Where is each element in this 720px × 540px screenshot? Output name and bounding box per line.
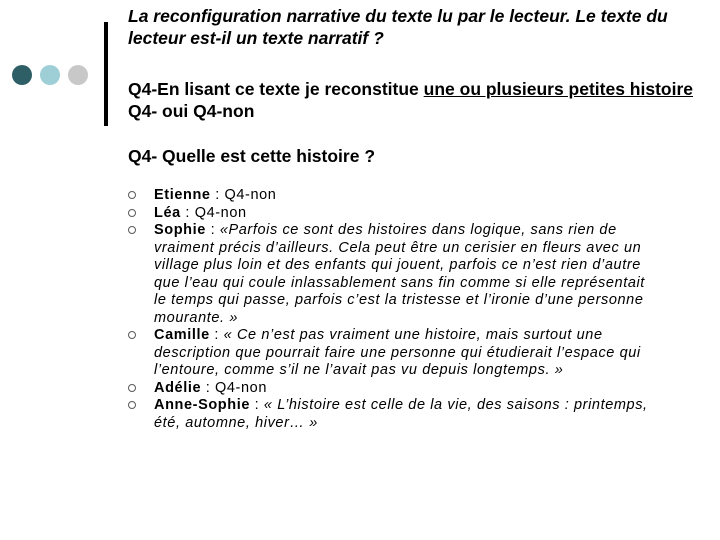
response-text: Q4-non <box>224 187 277 203</box>
respondent-name: Anne-Sophie <box>154 397 251 413</box>
question-2: Q4- Quelle est cette histoire ? <box>128 146 376 166</box>
list-item <box>128 327 658 380</box>
dot-dark-teal <box>12 65 32 85</box>
vertical-divider <box>104 22 108 126</box>
bullet-circle-icon <box>128 226 136 234</box>
response-text: Q4-non <box>215 379 267 396</box>
question-1-suffix: Q4- oui Q4-non <box>128 101 255 121</box>
respondent-name: Camille <box>154 327 210 343</box>
list-item <box>128 187 658 205</box>
response-text: « L’histoire est celle de la vie, des saisons : printemps, été, automne, hiver… » <box>154 397 648 431</box>
bullet-circle-icon <box>128 331 136 339</box>
respondent-name: Sophie <box>154 222 206 238</box>
list-item <box>128 380 658 398</box>
list-item <box>128 222 658 327</box>
name-separator: : <box>210 187 225 203</box>
response-text: Q4-non <box>194 204 247 221</box>
responses-list <box>128 187 658 432</box>
response-text: « Ce n’est pas vraiment une histoire, mais surtout une description que pourrait faire une personne qui étudierait l’espace qui l’entoure, comme s’il ne l’avait pas vu depuis longtemps. » <box>154 327 641 378</box>
bullet-circle-icon <box>128 384 136 392</box>
bullet-circle-icon <box>128 191 136 199</box>
dot-gray <box>68 65 88 85</box>
list-item <box>128 205 658 223</box>
slide-title: La reconfiguration narrative du texte lu par le lecteur. Le texte du lecteur est-il un texte narratif ? <box>128 6 668 48</box>
bullet-circle-icon <box>128 401 136 409</box>
respondent-name: Léa <box>154 204 181 221</box>
bullet-circle-icon <box>128 209 136 217</box>
name-separator: : <box>209 327 224 343</box>
list-item <box>128 397 658 432</box>
response-text: «Parfois ce sont des histoires dans logique, sans rien de vraiment précis d’ailleurs. Cela peut être un cerisier en fleurs avec un village plus loin et des enfants qui jouent, parfois ce n’est rien d’autre que l’eau qui coule inlassablement sans fin comme si elle représentait le temps qui passe, parfois c’est la tristesse et l’ironie d’une personne mourante. » <box>154 222 645 326</box>
decorative-dots <box>12 65 88 85</box>
name-separator: : <box>201 379 216 396</box>
question-1 <box>128 78 713 122</box>
name-separator: : <box>205 222 220 238</box>
dot-light-teal <box>40 65 60 85</box>
respondent-name: Etienne <box>154 187 211 203</box>
name-separator: : <box>250 397 264 413</box>
name-separator: : <box>180 204 195 221</box>
question-1-prefix: Q4-En lisant ce texte je reconstitue <box>128 79 424 99</box>
question-1-underlined: une ou plusieurs petites histoire <box>423 79 694 99</box>
respondent-name: Adélie <box>154 379 202 396</box>
